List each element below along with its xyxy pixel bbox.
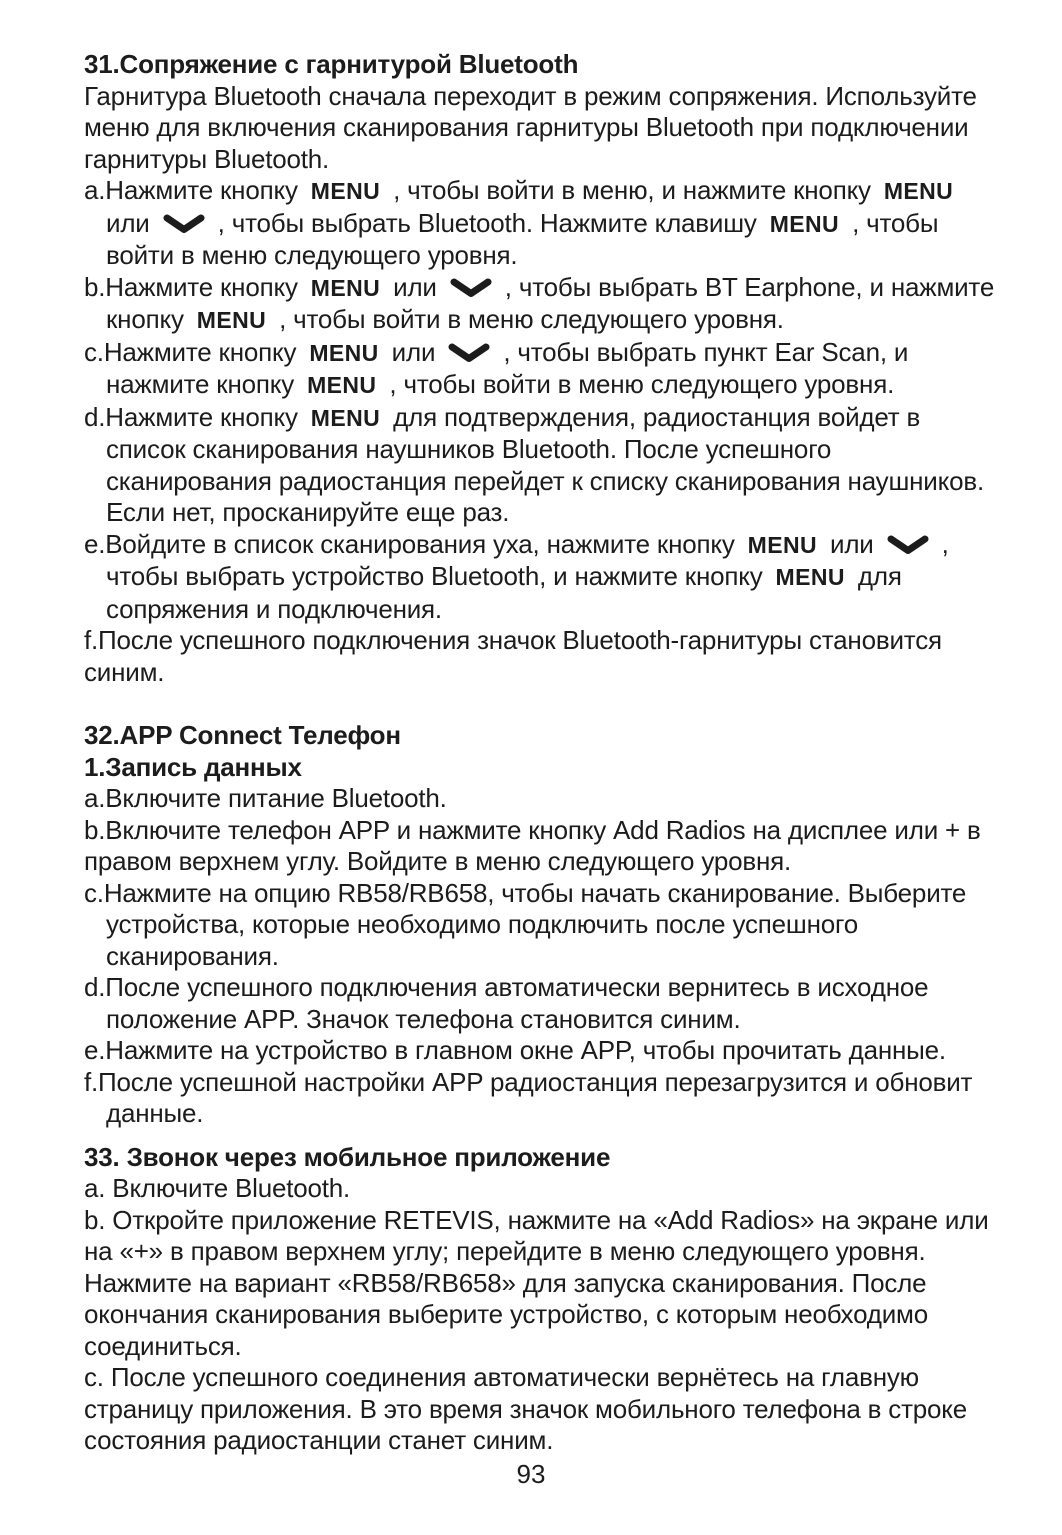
paragraph	[84, 337, 1002, 402]
text-run: b.Нажмите кнопку	[84, 271, 305, 302]
text-run: , чтобы войти в меню, и нажмите кнопку	[386, 175, 878, 205]
text-line	[84, 208, 1002, 241]
page-number: 93	[516, 1458, 546, 1489]
text-run: f.После успешного подключения значок Bluetooth-гарнитуры становится	[84, 625, 942, 655]
menu-key-label: MENU	[747, 531, 817, 558]
text-line	[84, 337, 1002, 370]
section-spacer	[84, 1130, 1002, 1142]
text-line	[84, 1067, 1002, 1099]
text-line	[84, 112, 1002, 144]
paragraph	[84, 529, 1002, 626]
text-run: a.Нажмите кнопку	[84, 175, 305, 205]
menu-key-label: MENU	[310, 178, 381, 204]
text-line	[84, 1268, 1002, 1300]
paragraph	[84, 1173, 1002, 1362]
text-line	[84, 1098, 1002, 1130]
text-run: Гарнитура Bluetooth сначала переходит в режим сопряжения. Используйте	[84, 80, 977, 111]
text-run: b. Откройте приложение RETEVIS, нажмите на «Add Radios» на экране или	[84, 1204, 989, 1235]
text-run: 33. Звонок через мобильное приложение	[84, 1141, 611, 1172]
text-run: правом верхнем углу. Войдите в меню следующего уровня.	[84, 846, 792, 876]
text-run: f.После успешной настройки APP радиостанция перезагрузится и обновит	[84, 1066, 973, 1097]
text-line	[84, 402, 1002, 435]
text-run: c. После успешного соединения автоматически вернётесь на главную	[84, 1362, 919, 1392]
text-run: кнопку	[106, 304, 191, 334]
text-line	[84, 369, 1002, 402]
paragraph	[84, 272, 1002, 337]
text-run: d.После успешного подключения автоматически вернитесь в исходное	[84, 972, 929, 1002]
chevron-down-icon	[163, 214, 205, 234]
text-run: соединиться.	[84, 1330, 242, 1361]
text-run: c.Нажмите кнопку	[84, 336, 304, 367]
text-line	[84, 561, 1002, 594]
text-run: e.Войдите в список сканирования уха, нажмите кнопку	[84, 528, 742, 559]
text-line	[84, 878, 1002, 910]
text-line	[84, 240, 1002, 272]
text-line	[84, 434, 1002, 466]
text-line	[84, 720, 1002, 752]
text-run: 1.Запись данных	[84, 751, 302, 782]
text-run: a. Включите Bluetooth.	[84, 1173, 351, 1203]
text-run: чтобы выбрать устройство Bluetooth, и нажмите кнопку	[106, 561, 770, 591]
section-spacer	[84, 688, 1002, 720]
text-line	[84, 1173, 1002, 1205]
text-run: c.Нажмите на опцию RB58/RB658, чтобы начать сканирование. Выберите	[84, 877, 967, 908]
text-line	[84, 81, 1002, 113]
text-run: сканирования.	[106, 940, 279, 971]
text-run: b.Включите телефон APP и нажмите кнопку Add Radios на дисплее или + в	[84, 814, 981, 845]
text-line	[84, 846, 1002, 878]
text-run: , чтобы выбрать BT Earphone, и нажмите	[497, 271, 995, 302]
text-line	[84, 941, 1002, 973]
text-run: данные.	[106, 1098, 204, 1128]
menu-key-label: MENU	[775, 564, 845, 590]
paragraph	[84, 1362, 1002, 1457]
chevron-down-icon	[450, 278, 492, 298]
text-run: , чтобы войти в меню следующего уровня.	[272, 304, 784, 334]
menu-key-label: MENU	[310, 274, 381, 301]
text-run: или	[822, 528, 881, 559]
text-run: устройства, которые необходимо подключить после успешного	[106, 909, 858, 939]
text-line	[84, 1299, 1002, 1331]
text-run: для подтверждения, радиостанция войдет в	[386, 401, 921, 432]
text-run: , чтобы выбрать пункт Ear Scan, и	[496, 336, 909, 367]
text-line	[84, 1425, 1002, 1457]
text-run: , чтобы войти в меню следующего уровня.	[382, 369, 895, 399]
chevron-down-icon	[448, 343, 490, 363]
paragraph	[84, 625, 1002, 688]
paragraph	[84, 878, 1002, 973]
text-line	[84, 909, 1002, 941]
paragraph	[84, 81, 1002, 176]
text-line	[84, 594, 1002, 626]
text-line	[84, 1394, 1002, 1426]
text-line	[84, 1331, 1002, 1363]
menu-key-label: MENU	[307, 372, 377, 398]
chevron-down-icon	[887, 535, 929, 555]
text-line	[84, 1142, 1002, 1174]
menu-key-label: MENU	[310, 404, 381, 431]
section-heading	[84, 49, 1002, 81]
text-run: 31.Сопряжение с гарнитурой Bluetooth	[84, 49, 579, 79]
text-run: или	[384, 336, 443, 367]
text-run: сопряжения и подключения.	[106, 593, 442, 624]
text-run: 32.APP Connect Телефон	[84, 720, 401, 750]
section-heading	[84, 720, 1002, 783]
text-run: положение APP. Значок телефона становится синим.	[106, 1003, 741, 1034]
text-line	[84, 466, 1002, 498]
text-line	[84, 1362, 1002, 1394]
paragraph	[84, 402, 1002, 529]
text-line	[84, 175, 1002, 208]
text-line	[84, 972, 1002, 1004]
text-run: или	[386, 271, 444, 302]
paragraph	[84, 783, 1002, 878]
text-run: список сканирования наушников Bluetooth. После успешного	[106, 434, 832, 464]
text-run: d.Нажмите кнопку	[84, 401, 305, 432]
text-line	[84, 625, 1002, 657]
text-line	[84, 144, 1002, 176]
text-line	[84, 1004, 1002, 1036]
text-run: окончания сканирования выберите устройство, с которым необходимо	[84, 1299, 928, 1329]
menu-key-label: MENU	[196, 307, 267, 333]
text-line	[84, 783, 1002, 815]
paragraph	[84, 175, 1002, 272]
text-line	[84, 1205, 1002, 1237]
text-run: синим.	[84, 656, 165, 687]
text-line	[84, 1236, 1002, 1268]
text-run: страницу приложения. В это время значок мобильного телефона в строке	[84, 1393, 968, 1424]
text-line	[84, 657, 1002, 689]
text-line	[84, 1035, 1002, 1067]
menu-key-label: MENU	[883, 178, 954, 204]
text-run: Нажмите на вариант «RB58/RB658» для запуска сканирования. После	[84, 1267, 927, 1298]
text-run: меню для включения сканирования гарнитуры Bluetooth при подключении	[84, 112, 969, 142]
text-run: e.Нажмите на устройство в главном окне APP, чтобы прочитать данные.	[84, 1035, 946, 1065]
paragraph	[84, 972, 1002, 1035]
text-run: на «+» в правом верхнем углу; перейдите в меню следующего уровня.	[84, 1236, 926, 1266]
text-run: войти в меню следующего уровня.	[106, 240, 518, 270]
text-run: Если нет, просканируйте еще раз.	[106, 497, 510, 527]
text-run: сканирования радиостанция перейдет к списку сканирования наушников.	[106, 465, 984, 496]
text-line	[84, 272, 1002, 305]
text-run: для	[850, 561, 902, 591]
text-run: гарнитуры Bluetooth.	[84, 143, 330, 174]
menu-key-label: MENU	[309, 339, 379, 366]
paragraph	[84, 1035, 1002, 1130]
text-line	[84, 752, 1002, 784]
text-run: состояния радиостанции станет синим.	[84, 1425, 554, 1455]
section-heading	[84, 1142, 1002, 1174]
text-line	[84, 304, 1002, 337]
text-run: или	[106, 207, 157, 238]
text-run: ,	[934, 528, 949, 559]
text-line	[84, 497, 1002, 529]
text-line	[84, 815, 1002, 847]
menu-key-label: MENU	[769, 210, 840, 237]
text-run: , чтобы	[845, 207, 939, 238]
text-run: , чтобы выбрать Bluetooth. Нажмите клавишу	[210, 207, 764, 238]
text-line	[84, 529, 1002, 562]
text-run: нажмите кнопку	[106, 369, 302, 399]
text-line	[84, 49, 1002, 81]
text-run: a.Включите питание Bluetooth.	[84, 783, 447, 813]
